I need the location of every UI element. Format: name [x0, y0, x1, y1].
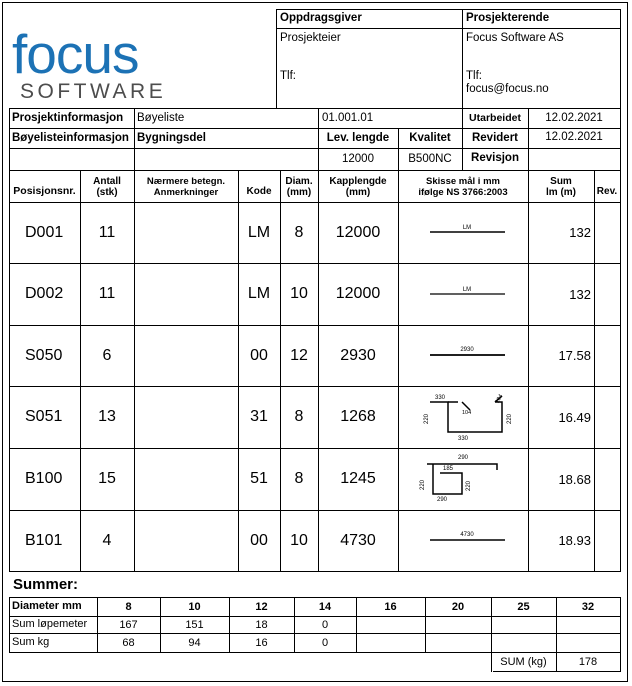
prepared-label: Utarbeidet: [469, 112, 521, 124]
project-info-label: Prosjektinformasjon: [12, 112, 124, 124]
b100-lbl-e: 290: [437, 497, 448, 503]
summary-total-value: 178: [578, 656, 598, 668]
summary-diameters-cell: 14: [318, 600, 332, 613]
summary-diameters-cell: 16: [384, 600, 397, 613]
row-sum-cell: 18.68: [558, 471, 591, 487]
col-header-cut: Kapplengde (mm): [329, 176, 387, 198]
row-pos-cell: D001: [25, 223, 64, 241]
b100-lbl-a: 290: [458, 455, 469, 461]
row-pos-cell: S050: [25, 346, 63, 364]
row-count-cell: 4: [102, 531, 112, 549]
delivery-length-label: Lev. lengde: [326, 132, 390, 144]
summary-kgs-cell: [556, 633, 620, 652]
project-info-value: Bøyeliste: [137, 112, 185, 124]
summary-kgs-cell: 16: [255, 636, 268, 649]
row-cut-cell: 4730: [340, 531, 376, 549]
summary-kgs-cell: 94: [188, 636, 201, 649]
revised-label: Revidert: [471, 132, 519, 144]
summary-meters-cell: [556, 616, 620, 633]
client-label: Oppdragsgiver: [280, 12, 362, 24]
revised-date: 12.02.2021: [545, 131, 603, 143]
summary-diameters-cell: 8: [125, 600, 132, 613]
row-count-cell: 6: [102, 346, 112, 364]
row-count-cell: 13: [98, 408, 116, 425]
col-header-sum: Sum lm (m): [546, 176, 576, 198]
sketch-b101: [430, 532, 505, 540]
sketch-s050: [430, 347, 505, 355]
sketch-b101-label: 4730: [460, 532, 474, 538]
summary-meters-cell: [356, 616, 425, 633]
summary-kgs-cell: [491, 633, 556, 652]
summary-kgs-cell: 68: [122, 636, 135, 649]
summary-meter-label: Sum løpemeter: [12, 618, 88, 630]
row-code-cell: LM: [247, 285, 271, 302]
row-code-cell: 00: [250, 531, 268, 549]
building-part-label: Bygningsdel: [137, 132, 207, 144]
summary-diameters-cell: 25: [517, 600, 530, 613]
row-cut-cell: 12000: [335, 223, 381, 241]
col-header-count: Antall (stk): [93, 176, 121, 198]
project-number: 01.001.01: [322, 112, 374, 124]
summary-kgs-cell: 0: [321, 636, 329, 649]
s051-lbl-d: 220: [424, 413, 430, 424]
delivery-length-value: 12000: [342, 153, 374, 165]
designer-phone-label: Tlf:: [466, 70, 482, 82]
b100-lbl-c: 220: [420, 479, 426, 490]
b100-lbl-d: 220: [466, 480, 472, 491]
row-pos-cell: B101: [25, 531, 63, 549]
s051-lbl-a: 330: [435, 395, 446, 401]
sketch-d002-label: LM: [462, 287, 472, 293]
logo-subtitle: SOFTWARE: [20, 80, 167, 103]
row-cut-cell: 2930: [340, 346, 376, 364]
sketch-d002: [430, 287, 505, 294]
logo-word: focus: [12, 23, 139, 85]
list-info-label: Bøyelisteinformasjon: [12, 132, 129, 144]
s051-lbl-f: 330: [458, 436, 469, 442]
row-code-cell: 00: [250, 346, 268, 364]
row-diam-cell: 10: [290, 531, 308, 549]
sketch-s051: [424, 394, 513, 442]
designer-email: focus@focus.no: [466, 83, 549, 95]
row-diam-cell: 8: [294, 470, 304, 487]
row-sum-cell: 132: [569, 286, 591, 302]
sketch-s050-label: 2930: [460, 347, 474, 353]
s051-lbl-c: 104: [494, 393, 505, 405]
row-cut-cell: 12000: [335, 285, 381, 302]
summary-total-label: SUM (kg): [500, 656, 547, 668]
designer-label: Prosjekterende: [466, 12, 550, 24]
summary-title: Summer:: [13, 576, 79, 593]
row-diam-cell: 8: [294, 408, 304, 425]
col-header-sketch: Skisse mål i mm ifølge NS 3766:2003: [418, 176, 508, 198]
sketch-d001: [430, 225, 505, 232]
row-code-cell: LM: [247, 223, 271, 241]
row-sum-cell: 16.49: [558, 409, 591, 425]
s051-lbl-b: 104: [462, 410, 472, 416]
row-pos-cell: D002: [25, 285, 64, 302]
row-count-cell: 11: [98, 285, 116, 302]
revision-label: Revisjon: [471, 152, 519, 164]
row-pos-cell: S051: [25, 408, 63, 425]
row-sum-cell: 132: [569, 225, 591, 240]
row-diam-cell: 10: [290, 285, 308, 302]
summary-diameters-cell: 12: [255, 600, 268, 613]
summary-meters-cell: 167: [119, 618, 138, 631]
row-count-cell: 15: [98, 470, 116, 487]
summary-kgs-cell: [356, 633, 425, 652]
client-name: Prosjekteier: [280, 32, 341, 44]
summary-meters-cell: 0: [321, 618, 329, 631]
sketch-b100: [420, 455, 497, 503]
col-header-code: Kode: [246, 186, 272, 197]
summary-meters-cell: 18: [255, 618, 268, 631]
summary-meters-cell: 151: [185, 618, 204, 631]
summary-diameters-cell: 20: [451, 600, 465, 613]
prepared-date: 12.02.2021: [545, 112, 603, 124]
summary-kg-label: Sum kg: [12, 636, 50, 648]
summary-kgs-cell: [425, 633, 491, 652]
quality-value: B500NC: [408, 153, 452, 165]
summary-diameters-cell: 10: [188, 600, 201, 613]
row-sum-cell: 17.58: [558, 348, 591, 363]
row-code-cell: 51: [250, 470, 268, 487]
row-count-cell: 11: [98, 223, 116, 241]
designer-name: Focus Software AS: [466, 32, 564, 44]
client-phone-label: Tlf:: [280, 70, 296, 82]
row-cut-cell: 1245: [340, 470, 376, 487]
col-header-diam: Diam. (mm): [285, 176, 313, 198]
row-diam-cell: 12: [290, 346, 308, 364]
summary-meters-cell: [491, 616, 556, 633]
col-header-pos: Posisjonsnr.: [13, 185, 76, 197]
s051-lbl-e: 220: [507, 413, 513, 424]
row-code-cell: 31: [250, 408, 268, 425]
quality-label: Kvalitet: [409, 132, 451, 144]
row-pos-cell: B100: [25, 470, 63, 487]
b100-lbl-b: 185: [443, 466, 454, 472]
row-diam-cell: 8: [294, 223, 304, 241]
row-sum-cell: 18.93: [558, 533, 591, 548]
col-header-rev: Rev.: [596, 186, 618, 197]
summary-diameters-cell: 32: [581, 600, 595, 613]
summary-meters-cell: [425, 616, 491, 633]
col-header-desc: Nærmere betegn. Anmerkninger: [146, 176, 226, 198]
row-cut-cell: 1268: [340, 408, 376, 425]
sketch-d001-label: LM: [462, 225, 472, 231]
summary-diam-label: Diameter mm: [12, 600, 82, 612]
